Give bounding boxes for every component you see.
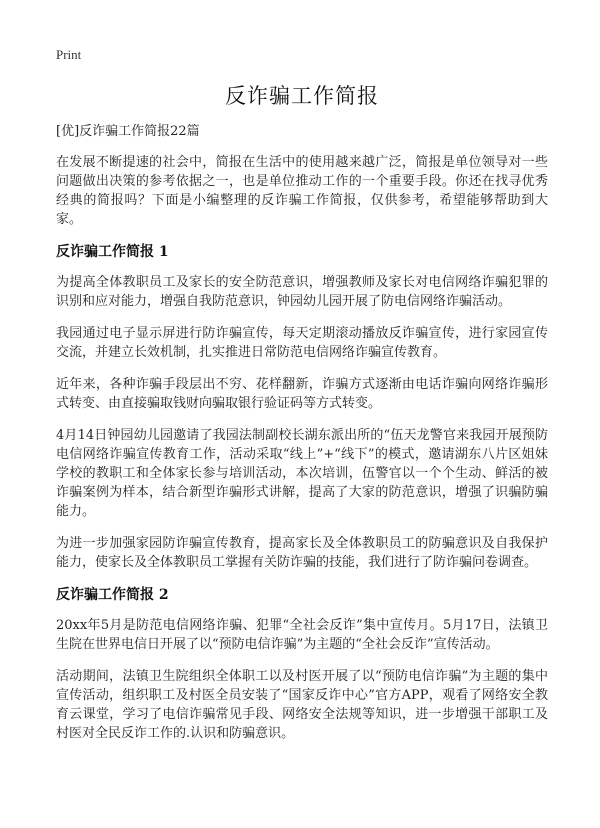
paragraph: 20xx年5月是防范电信网络诈骗、犯罪“全社会反诈”集中宣传月。5月17日，法镇卫生院在世界电信日开展了以“预防电信诈骗”为主题的“全社会反诈”宣传活动。: [56, 618, 548, 652]
intro-paragraph: 在发展不断提速的社会中，简报在生活中的使用越来越广泛，简报是单位领导对一些问题做出决策的参考依据之一，也是单位推动工作的一个重要手段。你还在找寻优秀经典的简报吗？下面是小编整理的反诈骗工作简报，仅供参考，希望能够帮助到大家。: [56, 155, 548, 227]
paragraph: 为提高全体教职员工及家长的安全防范意识，增强教师及家长对电信网络诈骗犯罪的识别和应对能力，增强自我防范意识，钟园幼儿园开展了防电信网络诈骗活动。: [56, 275, 548, 309]
print-label: Print: [56, 47, 82, 62]
section-1: [56, 242, 548, 572]
document-body: [56, 122, 548, 756]
paragraph: 活动期间，法镇卫生院组织全体职工以及村医开展了以“预防电信诈骗”为主题的集中宣传活动，组织职工及村医全员安装了“国家反诈中心”官方APP，观看了网络安全教育云课堂，学习了电信诈骗常见手段、网络安全法规等知识，进一步增强干部职工及村医对全民反诈工作的.认识和防骗意识。: [56, 669, 548, 741]
paragraph: 近年来，各种诈骗手段层出不穷、花样翻新，诈骗方式逐渐由电话诈骗向网络诈骗形式转变、由直接骗取钱财向骗取银行验证码等方式转变。: [56, 377, 548, 411]
document-title: 反诈骗工作简报: [225, 84, 379, 108]
document-subtitle: [优]反诈骗工作简报22篇: [56, 124, 200, 139]
paragraph: 4月14日钟园幼儿园邀请了我园法制副校长湖东派出所的“伍天龙警官来我园开展预防电信网络诈骗宣传教育工作，活动采取“线上”+“线下”的模式，邀请湖东八片区姐妹学校的教职工和全体家长参与培训活动，本次培训，伍警官以一个个生动、鲜活的被诈骗案例为样本，结合新型诈骗形式讲解，提高了大家的防范意识，增强了识骗防骗能力。: [56, 428, 548, 519]
section-2: [56, 585, 548, 743]
paragraph: 为进一步加强家园防诈骗宣传教育，提高家长及全体教职员工的防骗意识及自我保护能力，使家长及全体教职员工掌握有关防诈骗的技能，我们进行了防诈骗问卷调查。: [56, 536, 548, 570]
paragraph: 我园通过电子显示屏进行防诈骗宣传，每天定期滚动播放反诈骗宣传，进行家园宣传交流，并建立长效机制，扎实推进日常防范电信网络诈骗宣传教育。: [56, 326, 548, 360]
section-heading: 反诈骗工作简报 2: [56, 587, 169, 603]
section-heading: 反诈骗工作简报 1: [56, 244, 169, 260]
